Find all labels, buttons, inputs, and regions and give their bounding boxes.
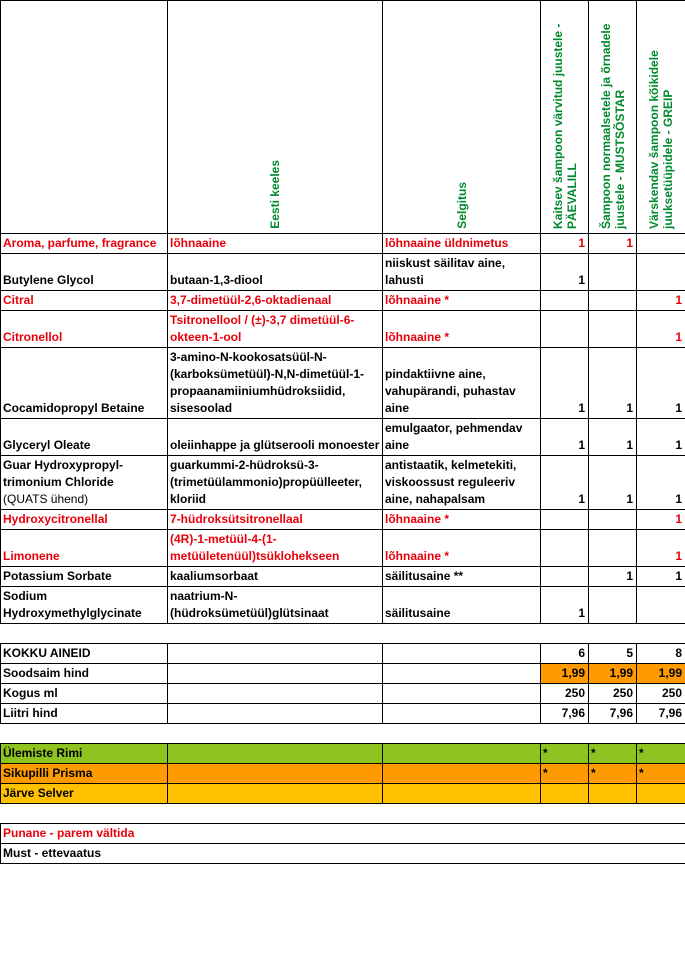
store-product-2-cell[interactable] [589,744,637,764]
ingredient-product-3-cell[interactable] [637,510,685,530]
summary-label-cell[interactable] [1,684,168,704]
ingredient-product-2-cell[interactable] [589,348,637,419]
store-label-cell-text: Ülemiste Rimi [3,746,83,760]
store-label-cell[interactable] [1,764,168,784]
ingredient-product-3-cell-text: 1 [675,549,682,563]
spacer-cell[interactable] [541,624,589,644]
spacer-row [1,724,685,744]
ingredient-product-3-cell[interactable] [637,587,685,624]
store-empty-cell[interactable] [383,744,541,764]
legend-black-cell[interactable] [1,844,383,864]
store-empty-cell[interactable] [383,784,541,804]
ingredient-selgitus-cell[interactable] [383,567,541,587]
ingredient-name-cell-text: Hydroxycitronellal [3,512,108,526]
ingredient-row [1,291,685,311]
spacer-cell[interactable] [637,804,685,824]
ingredient-product-1-cell-text: 1 [578,273,585,287]
ingredient-selgitus-cell[interactable] [383,456,541,510]
spacer-cell[interactable] [541,724,589,744]
summary-empty-cell[interactable] [383,684,541,704]
ingredient-name-cell-text: Potassium Sorbate [3,569,112,583]
legend-empty-cell[interactable] [541,844,589,864]
summary-empty-cell[interactable] [168,684,383,704]
ingredient-row [1,567,685,587]
summary-label-cell[interactable] [1,644,168,664]
ingredient-name-cell-text: Cocamidopropyl Betaine [3,401,145,415]
summary-product-2-cell-text: 1,99 [609,666,633,680]
ingredient-product-2-cell[interactable] [589,567,637,587]
ingredient-selgitus-cell-text: lõhnaaine üldnimetus [385,236,509,250]
ingredient-eesti-cell-text: oleiinhappe ja glütserooli monoester [170,438,380,452]
ingredient-eesti-cell-text: 3-amino-N-kookosatsüül-N-(karboksümetüül)-N,N-dimetüül-1-propaanamiiniumhüdroksiidid, sisesoolad [170,350,365,415]
legend-empty-cell[interactable] [383,824,541,844]
ingredient-eesti-cell-text: kaaliumsorbaat [170,569,259,583]
ingredient-product-2-cell[interactable] [589,419,637,456]
ingredient-eesti-cell[interactable] [168,587,383,624]
summary-product-1-cell-text: 1,99 [561,666,585,680]
legend-empty-cell[interactable] [589,824,637,844]
ingredient-product-3-cell-text: 1 [675,293,682,307]
summary-label-cell-text: Soodsaim hind [3,666,90,680]
store-row [1,784,685,804]
store-product-1-cell-text: * [543,746,548,760]
summary-empty-cell[interactable] [168,704,383,724]
ingredient-selgitus-cell-text: säilitusaine ** [385,569,464,583]
ingredient-product-3-cell-text: 1 [675,401,682,415]
ingredient-selgitus-cell[interactable] [383,510,541,530]
summary-row [1,644,685,664]
ingredient-product-1-cell[interactable] [541,587,589,624]
ingredient-product-2-cell-text: 1 [626,401,633,415]
ingredient-selgitus-cell[interactable] [383,311,541,348]
ingredient-product-3-cell[interactable] [637,291,685,311]
ingredient-name-cell[interactable] [1,348,168,419]
header-cell-product-1[interactable] [541,1,589,234]
summary-row [1,664,685,684]
summary-product-3-cell-text: 7,96 [658,706,682,720]
ingredient-product-2-cell[interactable] [589,587,637,624]
ingredient-name-cell-text: Citral [3,293,34,307]
ingredient-product-1-cell[interactable] [541,311,589,348]
store-label-cell-text: Järve Selver [3,786,74,800]
ingredient-row [1,348,685,419]
store-label-cell-text: Sikupilli Prisma [3,766,93,780]
ingredient-row [1,510,685,530]
summary-product-3-cell[interactable] [637,704,685,724]
spacer-cell[interactable] [168,724,383,744]
summary-product-1-cell[interactable] [541,664,589,684]
summary-empty-cell[interactable] [168,664,383,684]
store-product-2-cell-text: * [591,746,596,760]
store-product-2-cell[interactable] [589,764,637,784]
legend-empty-cell[interactable] [383,844,541,864]
summary-product-1-cell-text: 7,96 [561,706,585,720]
summary-product-1-cell[interactable] [541,644,589,664]
spacer-cell[interactable] [1,724,168,744]
legend-empty-cell[interactable] [589,844,637,864]
spacer-cell[interactable] [383,804,541,824]
store-row [1,744,685,764]
ingredient-name-cell[interactable] [1,234,168,254]
summary-product-2-cell[interactable] [589,644,637,664]
ingredient-product-2-cell[interactable] [589,311,637,348]
ingredient-product-1-cell[interactable] [541,291,589,311]
header-cell-eesti[interactable] [168,1,383,234]
store-product-3-cell[interactable] [637,744,685,764]
ingredient-product-1-cell[interactable] [541,530,589,567]
summary-label-cell[interactable] [1,704,168,724]
header-cell-selgitus[interactable] [383,1,541,234]
summary-product-2-cell-text: 5 [626,646,633,660]
ingredient-product-1-cell-text: 1 [578,492,585,506]
summary-label-cell[interactable] [1,664,168,684]
ingredient-product-3-cell[interactable] [637,419,685,456]
spacer-cell[interactable] [637,724,685,744]
header-selgitus-label: Selgitus [454,182,469,229]
summary-label-cell-text: Liitri hind [3,706,58,720]
ingredient-eesti-cell[interactable] [168,311,383,348]
ingredient-selgitus-cell[interactable] [383,291,541,311]
ingredient-selgitus-cell-text: lõhnaaine * [385,549,450,563]
ingredient-selgitus-cell[interactable] [383,234,541,254]
spacer-cell[interactable] [589,724,637,744]
spacer-cell[interactable] [168,804,383,824]
store-empty-cell[interactable] [168,764,383,784]
ingredient-eesti-cell-text: lõhnaaine [170,236,227,250]
header-cell-product-2[interactable] [589,1,637,234]
legend-row [1,824,685,844]
ingredient-eesti-cell[interactable] [168,419,383,456]
summary-empty-cell[interactable] [383,704,541,724]
ingredient-product-3-cell-text: 1 [675,492,682,506]
ingredient-product-3-cell-text: 1 [675,438,682,452]
store-product-3-cell[interactable] [637,764,685,784]
store-product-1-cell-text: * [543,766,548,780]
ingredient-selgitus-cell-text: säilitusaine [385,606,451,620]
header-product-3-label: Värskendav šampoon kõikidele juuksetüüpidele - GREIP [647,50,675,229]
ingredient-product-1-cell[interactable] [541,567,589,587]
summary-row [1,704,685,724]
ingredient-product-2-cell-text: 1 [626,569,633,583]
ingredient-name-cell-text: Butylene Glycol [3,273,94,287]
ingredient-product-2-cell[interactable] [589,291,637,311]
ingredient-name-cell[interactable] [1,587,168,624]
ingredient-row [1,254,685,291]
spacer-row [1,624,685,644]
summary-product-2-cell[interactable] [589,664,637,684]
summary-product-2-cell-text: 250 [612,686,633,700]
ingredient-product-1-cell[interactable] [541,419,589,456]
ingredient-eesti-cell[interactable] [168,234,383,254]
store-empty-cell[interactable] [168,784,383,804]
store-product-3-cell-text: * [639,746,644,760]
ingredient-eesti-cell[interactable] [168,567,383,587]
store-product-3-cell[interactable] [637,784,685,804]
store-empty-cell[interactable] [168,744,383,764]
store-label-cell[interactable] [1,744,168,764]
ingredient-product-1-cell[interactable] [541,348,589,419]
store-product-1-cell[interactable] [541,784,589,804]
ingredient-eesti-cell-text: 3,7-dimetüül-2,6-oktadienaal [170,293,332,307]
ingredient-eesti-cell[interactable] [168,456,383,510]
summary-label-cell-text: Kogus ml [3,686,58,700]
ingredient-row [1,530,685,567]
ingredient-product-1-cell[interactable] [541,510,589,530]
ingredient-row [1,456,685,510]
ingredient-name-cell-text: Aroma, parfume, fragrance [3,236,157,250]
spacer-cell[interactable] [541,804,589,824]
ingredient-eesti-cell[interactable] [168,510,383,530]
ingredient-subnote: (QUATS ühend) [3,492,89,506]
summary-product-1-cell-text: 250 [564,686,585,700]
ingredient-eesti-cell-text: butaan-1,3-diool [170,273,263,287]
summary-product-3-cell[interactable] [637,644,685,664]
ingredient-product-3-cell-text: 1 [675,330,682,344]
header-cell-ingredient[interactable] [1,1,168,234]
ingredient-selgitus-cell-text: lõhnaaine * [385,330,450,344]
ingredient-name-cell[interactable] [1,530,168,567]
header-product-1-label: Kaitsev šampoon värvitud juustele - PÄEVALILL [550,23,579,229]
ingredient-name-cell[interactable] [1,311,168,348]
spacer-cell[interactable] [589,624,637,644]
store-product-2-cell[interactable] [589,784,637,804]
legend-red-cell[interactable] [1,824,383,844]
ingredient-eesti-cell-text: Tsitronellool / (±)-3,7 dimetüül-6-okteen-1-ool [170,313,355,344]
ingredient-eesti-cell-text: 7-hüdroksütsitronellaal [170,512,303,526]
ingredient-row [1,587,685,624]
ingredient-product-3-cell[interactable] [637,254,685,291]
ingredient-product-3-cell[interactable] [637,234,685,254]
summary-empty-cell[interactable] [168,644,383,664]
ingredient-name-cell-text: Sodium Hydroxymethylglycinate [3,589,142,620]
summary-empty-cell[interactable] [383,644,541,664]
ingredient-selgitus-cell-text: lõhnaaine * [385,293,450,307]
store-product-1-cell[interactable] [541,744,589,764]
ingredient-row [1,311,685,348]
spacer-cell[interactable] [383,724,541,744]
summary-product-3-cell[interactable] [637,664,685,684]
ingredient-selgitus-cell-text: pindaktiivne aine, vahupärandi, puhastav aine [385,367,516,415]
ingredient-eesti-cell-text: (4R)-1-metüül-4-(1-metüületenüül)tsüklohekseen [170,532,340,563]
ingredient-selgitus-cell-text: niiskust säilitav aine, lahusti [385,256,506,287]
spacer-cell[interactable] [589,804,637,824]
summary-label-cell-text: KOKKU AINEID [3,646,91,660]
ingredient-product-2-cell[interactable] [589,254,637,291]
legend-row [1,844,685,864]
ingredient-selgitus-cell-text: emulgaator, pehmendav aine [385,421,523,452]
ingredient-name-cell[interactable] [1,291,168,311]
store-label-cell[interactable] [1,784,168,804]
spacer-cell[interactable] [383,624,541,644]
ingredient-product-2-cell[interactable] [589,510,637,530]
ingredient-eesti-cell-text: guarkummi-2-hüdroksü-3-(trimetüülammonio)propüülleeter, kloriid [170,458,363,506]
summary-empty-cell[interactable] [383,664,541,684]
ingredient-eesti-cell-text: naatrium-N-(hüdroksümetüül)glütsinaat [170,589,329,620]
store-product-1-cell[interactable] [541,764,589,784]
ingredient-product-2-cell[interactable] [589,456,637,510]
ingredient-product-2-cell[interactable] [589,530,637,567]
summary-product-3-cell-text: 8 [675,646,682,660]
ingredient-name-cell[interactable] [1,419,168,456]
ingredient-row [1,419,685,456]
spacer-cell[interactable] [637,624,685,644]
ingredient-eesti-cell[interactable] [168,291,383,311]
ingredient-product-1-cell-text: 1 [578,606,585,620]
ingredient-product-2-cell[interactable] [589,234,637,254]
ingredient-product-2-cell-text: 1 [626,492,633,506]
summary-row [1,684,685,704]
ingredient-name-cell-text: Citronellol [3,330,63,344]
legend-empty-cell[interactable] [541,824,589,844]
ingredient-product-1-cell[interactable] [541,456,589,510]
ingredient-name-cell-text: Guar Hydroxypropyl-trimonium Chloride [3,458,124,489]
ingredient-product-3-cell[interactable] [637,311,685,348]
ingredient-product-3-cell[interactable] [637,456,685,510]
ingredient-row [1,234,685,254]
ingredient-product-3-cell[interactable] [637,567,685,587]
summary-product-2-cell[interactable] [589,704,637,724]
ingredient-eesti-cell[interactable] [168,348,383,419]
ingredient-name-cell-text: Limonene [3,549,60,563]
ingredient-selgitus-cell[interactable] [383,348,541,419]
summary-product-1-cell[interactable] [541,684,589,704]
ingredient-product-1-cell[interactable] [541,234,589,254]
summary-product-1-cell[interactable] [541,704,589,724]
ingredient-name-cell[interactable] [1,254,168,291]
legend-empty-cell[interactable] [637,824,685,844]
header-product-2-label: Šampoon normaalsetele ja õrnadele juustele - MUSTSÕSTAR [598,23,627,229]
store-empty-cell[interactable] [383,764,541,784]
ingredient-product-3-cell-text: 1 [675,512,682,526]
summary-product-2-cell-text: 7,96 [609,706,633,720]
ingredient-eesti-cell[interactable] [168,254,383,291]
ingredient-product-1-cell[interactable] [541,254,589,291]
ingredient-product-2-cell-text: 1 [626,438,633,452]
summary-product-1-cell-text: 6 [578,646,585,660]
spacer-cell[interactable] [1,804,168,824]
legend-empty-cell[interactable] [637,844,685,864]
store-product-3-cell-text: * [639,766,644,780]
ingredient-product-3-cell-text: 1 [675,569,682,583]
spacer-cell[interactable] [168,624,383,644]
ingredient-product-3-cell[interactable] [637,530,685,567]
legend-black-cell-text: Must - ettevaatus [3,846,102,860]
ingredient-product-1-cell-text: 1 [578,236,585,250]
spacer-row [1,804,685,824]
summary-product-3-cell-text: 1,99 [658,666,682,680]
ingredient-selgitus-cell-text: antistaatik, kelmetekiti, viskoossust reguleeriv aine, nahapalsam [385,458,517,506]
ingredient-product-1-cell-text: 1 [578,438,585,452]
summary-product-3-cell[interactable] [637,684,685,704]
legend-red-cell-text: Punane - parem vältida [3,826,135,840]
ingredient-eesti-cell[interactable] [168,530,383,567]
spacer-cell[interactable] [1,624,168,644]
ingredient-name-cell[interactable] [1,510,168,530]
ingredient-name-cell[interactable] [1,456,168,510]
store-product-2-cell-text: * [591,766,596,780]
ingredient-selgitus-cell-text: lõhnaaine * [385,512,450,526]
ingredient-selgitus-cell[interactable] [383,254,541,291]
ingredient-product-1-cell-text: 1 [578,401,585,415]
summary-product-2-cell[interactable] [589,684,637,704]
header-row [1,1,685,234]
header-cell-product-3[interactable] [637,1,685,234]
ingredient-product-2-cell-text: 1 [626,236,633,250]
store-row [1,764,685,784]
ingredient-name-cell[interactable] [1,567,168,587]
ingredient-selgitus-cell[interactable] [383,530,541,567]
header-eesti-label: Eesti keeles [268,160,282,229]
ingredient-selgitus-cell[interactable] [383,587,541,624]
summary-product-3-cell-text: 250 [661,686,682,700]
ingredient-name-cell-text: Glyceryl Oleate [3,438,91,452]
ingredient-selgitus-cell[interactable] [383,419,541,456]
ingredient-product-3-cell[interactable] [637,348,685,419]
